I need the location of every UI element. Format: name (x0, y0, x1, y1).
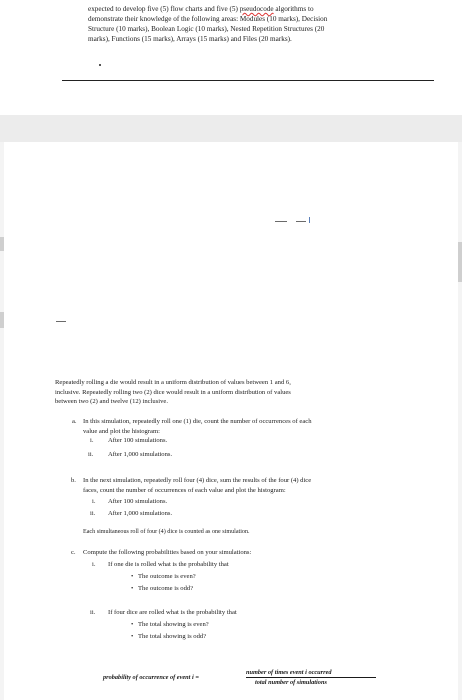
part-c-text: Compute the following probabilities based on your simulations: (83, 549, 252, 556)
bullet-text: The outcome is even? (138, 573, 196, 580)
intro-line: between two (2) and twelve (12) inclusive. (55, 398, 168, 406)
bullet-dot: • (131, 633, 134, 640)
part-c-sub-num: ii. (90, 609, 96, 616)
description-line-3: Structure (10 marks), Boolean Logic (10 marks), Nested Repetition Structures (20 (88, 25, 325, 33)
bullet-dot: • (131, 573, 134, 580)
part-a-line: value and plot the histogram: (83, 427, 160, 435)
scan-edge-right (458, 142, 462, 700)
intro-paragraph (55, 378, 405, 407)
bullet-text: The total showing is odd? (138, 633, 207, 640)
part-b-label: b. (71, 477, 76, 484)
stray-dash (56, 321, 66, 322)
description-line-2: demonstrate their knowledge of the following areas: Modules (10 marks), Decision (88, 15, 328, 23)
part-b-sub-text: After 100 simulations. (108, 498, 168, 505)
part-a-sub-num: ii. (88, 451, 94, 458)
part-c-sub-text: If one die is rolled what is the probability that (108, 561, 229, 568)
bullet-text: The total showing is even? (138, 621, 209, 628)
part-b-sub-num: ii. (90, 510, 96, 517)
page-separator (0, 115, 462, 142)
intro-line: inclusive. Repeatedly rolling two (2) dice would result in a uniform distribution of values (55, 388, 291, 396)
stray-dash (296, 221, 306, 222)
part-b-sub-text: After 1,000 simulations. (108, 510, 173, 517)
scan-notch (458, 242, 462, 282)
part-b-text (83, 476, 413, 495)
probability-formula (103, 669, 393, 689)
part-b-line: faces, count the number of occurrences of each value and plot the histogram: (83, 486, 286, 494)
formula-numerator: number of times event i occurred (246, 669, 332, 676)
assignment-description (88, 4, 388, 44)
fraction-bar (246, 677, 376, 678)
part-a-line: In this simulation, repeatedly roll one (1) die, count the number of occurrences of each (83, 418, 312, 425)
stray-blue-mark (309, 217, 310, 223)
intro-line: Repeatedly rolling a die would result in a uniform distribution of values between 1 and 6, (55, 379, 291, 386)
description-line-1: expected to develop five (5) flow charts and five (5) pseudocode algorithms to (88, 5, 314, 13)
part-b-note: Each simultaneous roll of four (4) dice is counted as one simulation. (83, 529, 250, 535)
bullet-dot: • (131, 585, 134, 592)
formula-lhs: probability of occurrence of event i = (103, 674, 199, 681)
part-a-text (83, 417, 413, 436)
misspelled-word: pseudocode (239, 5, 274, 13)
part-a-sub-text: After 100 simulations. (108, 437, 168, 444)
part-b-sub-num: i. (92, 498, 96, 505)
top-page (0, 0, 462, 115)
stray-dash (275, 221, 287, 222)
bullet-dot: • (131, 621, 134, 628)
part-c-sub-num: i. (92, 561, 96, 568)
horizontal-rule (62, 80, 434, 81)
bullet-text: The outcome is odd? (138, 585, 194, 592)
stray-mark (99, 64, 101, 66)
formula-denominator: total number of simulations (255, 679, 327, 686)
part-a-sub-num: i. (90, 437, 94, 444)
part-c-label: c. (71, 549, 76, 556)
part-c-sub-text: If four dice are rolled what is the probability that (108, 609, 237, 616)
part-b-line: In the next simulation, repeatedly roll four (4) dice, sum the results of the four (4) dice (83, 477, 312, 484)
part-a-sub-text: After 1,000 simulations. (108, 451, 173, 458)
part-a-label: a. (72, 418, 77, 425)
description-line-4: marks), Functions (15 marks), Arrays (15 marks) and Files (20 marks). (88, 35, 292, 43)
